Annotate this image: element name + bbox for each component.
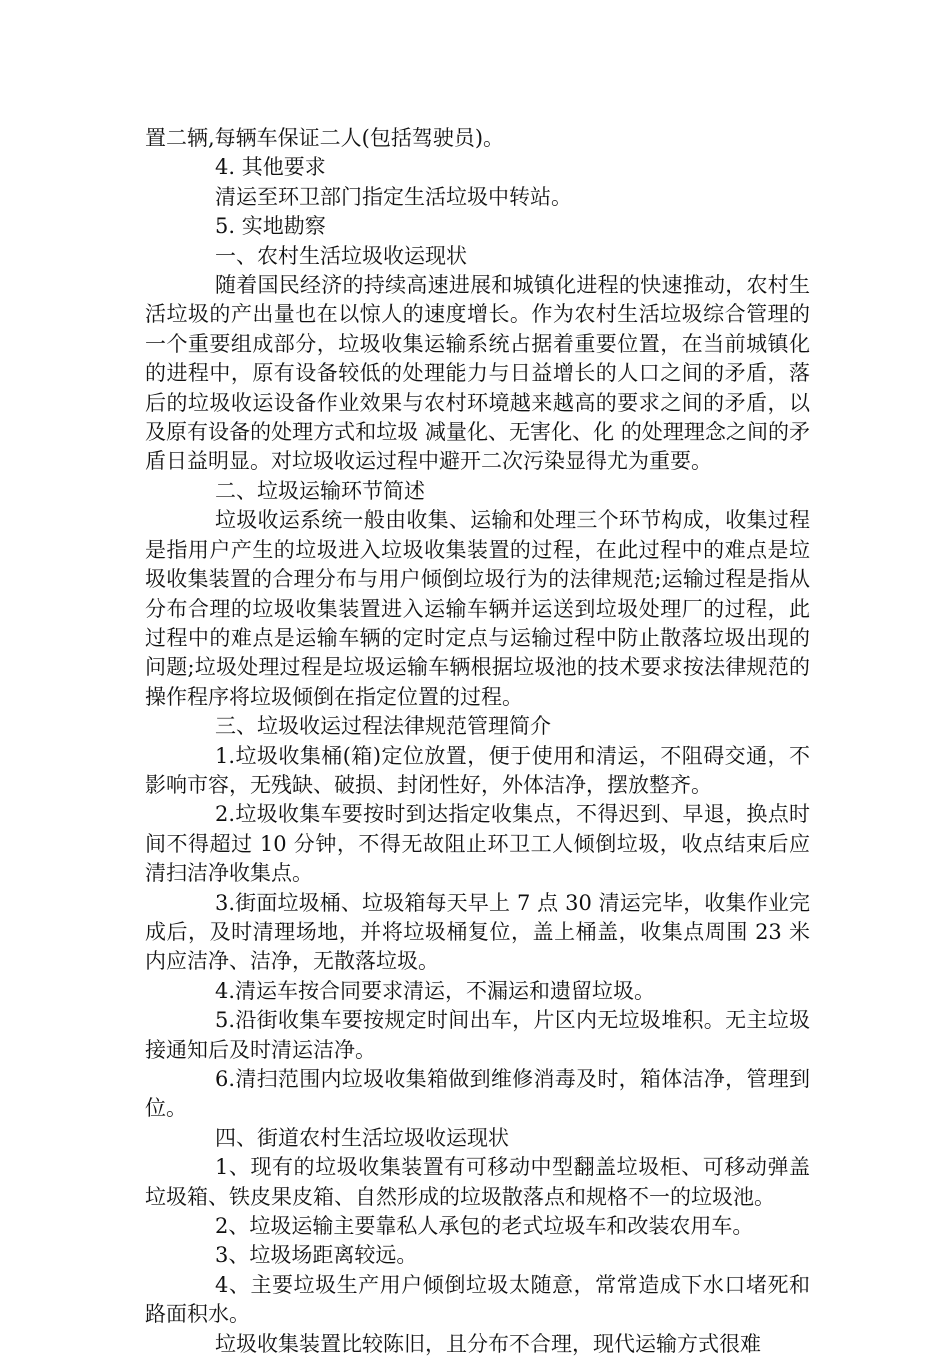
document-body [145, 124, 810, 1359]
paragraph-1: 置二辆,每辆车保证二人(包括驾驶员)。 [145, 126, 505, 150]
list-item-6: 6.清扫范围内垃圾收集箱做到维修消毒及时，箱体洁净，管理到位。 [145, 1067, 810, 1121]
status-item-4: 4、主要垃圾生产用户倾倒垃圾太随意，常常造成下水口堵死和路面积水。 [145, 1272, 810, 1327]
paragraph-6: 随着国民经济的持续高速进展和城镇化进程的快速推动，农村生活垃圾的产出量也在以惊人的速度增长。作为农村生活垃圾综合管理的一个重要组成部分，垃圾收集运输系统占据着重要位置，在当前城镇化的进程中，原有设备较低的处理能力与日益增长的人口之间的矛盾，落后的垃圾收运设备作业效果与农村环境越来越高的要求之间的矛盾，以及原有设备的处理方式和垃圾 减量化、无害化、化 的处理理念之间的矛盾日益明显。对垃圾收运过程中避开二次污染显得尤为重要。 [145, 273, 810, 474]
list-item-2: 2.垃圾收集车要按时到达指定收集点，不得迟到、早退，换点时间不得超过 10 分钟，不得无故阻止环卫工人倾倒垃圾，收点结束后应清扫洁净收集点。 [145, 802, 810, 886]
section-heading-2: 二、垃圾运输环节简述 [215, 478, 425, 503]
paragraph-2: 4. 其他要求 [215, 155, 326, 180]
list-item-1: 1.垃圾收集桶(箱)定位放置，便于使用和清运，不阻碍交通，不影响市容，无残缺、破损、封闭性好，外体洁净，摆放整齐。 [145, 743, 810, 797]
paragraph-8: 垃圾收运系统一般由收集、运输和处理三个环节构成，收集过程是指用户产生的垃圾进入垃圾收集装置的过程，在此过程中的难点是垃圾收集装置的合理分布与用户倾倒垃圾行为的法律规范;运输过程是指从分布合理的垃圾收集装置进入运输车辆并运送到垃圾处理厂的过程，此过程中的难点是运输车辆的定时定点与运输过程中防止散落垃圾出现的问题;垃圾处理过程是垃圾运输车辆根据垃圾池的技术要求按法律规范的操作程序将垃圾倾倒在指定位置的过程。 [145, 508, 810, 709]
status-item-1: 1、现有的垃圾收集装置有可移动中型翻盖垃圾柜、可移动弹盖垃圾箱、铁皮果皮箱、自然形成的垃圾散落点和规格不一的垃圾池。 [145, 1155, 810, 1209]
status-item-3: 3、垃圾场距离较远。 [215, 1243, 418, 1268]
section-heading-1: 一、农村生活垃圾收运现状 [215, 243, 467, 268]
paragraph-4: 5. 实地勘察 [215, 214, 326, 239]
list-item-4: 4.清运车按合同要求清运，不漏运和遗留垃圾。 [215, 978, 656, 1003]
status-item-2: 2、垃圾运输主要靠私人承包的老式垃圾车和改装农用车。 [215, 1214, 754, 1239]
section-heading-4: 四、街道农村生活垃圾收运现状 [215, 1125, 509, 1150]
section-heading-3: 三、垃圾收运过程法律规范管理简介 [215, 714, 551, 739]
paragraph-3: 清运至环卫部门指定生活垃圾中转站。 [215, 184, 572, 209]
list-item-3: 3.街面垃圾桶、垃圾箱每天早上 7 点 30 清运完毕，收集作业完成后，及时清理场地，并将垃圾桶复位，盖上桶盖，收集点周围 23 米内应洁净、洁净，无散落垃圾。 [145, 890, 810, 974]
list-item-5: 5.沿街收集车要按规定时间出车，片区内无垃圾堆积。无主垃圾接通知后及时清运洁净。 [145, 1008, 810, 1062]
paragraph-21: 垃圾收集装置比较陈旧，且分布不合理，现代运输方式很难 [215, 1331, 761, 1356]
